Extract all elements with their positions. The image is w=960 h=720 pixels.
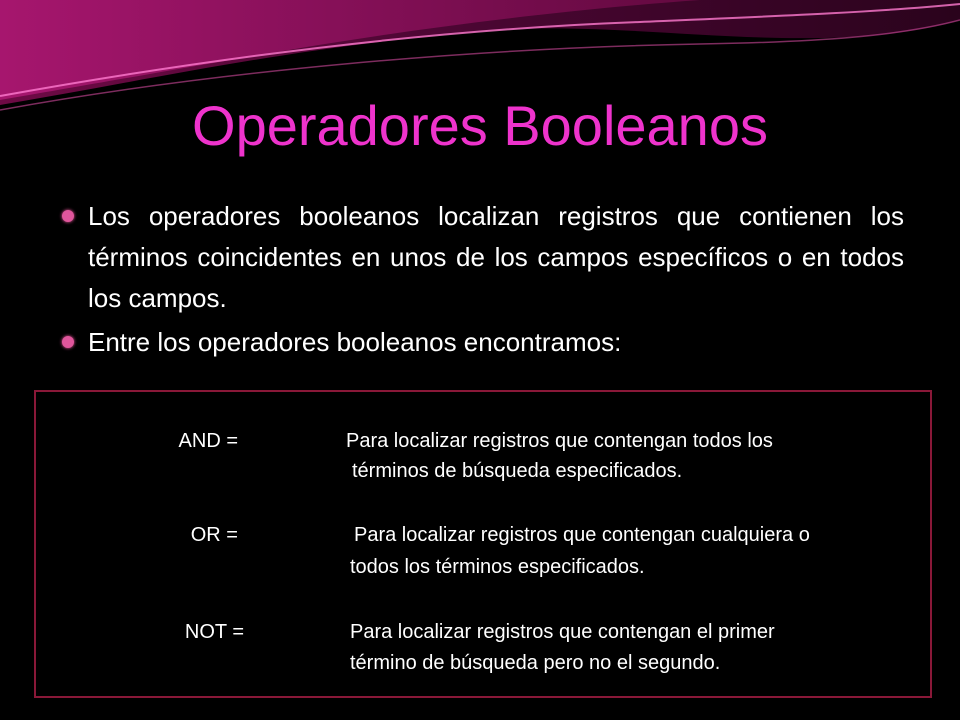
operators-box — [34, 390, 932, 698]
bullet-item — [60, 196, 904, 319]
operator-and-desc-line1: Para localizar registros que contengan todos los — [346, 430, 773, 452]
bullet-dot-icon — [62, 336, 74, 348]
slide-title: Operadores Booleanos — [192, 94, 768, 157]
operator-or-desc-line1: Para localizar registros que contengan cualquiera o — [354, 524, 810, 546]
operator-and-name: AND = — [178, 430, 238, 452]
bullet-item — [60, 322, 904, 363]
bullet-text: Entre los operadores booleanos encontramos: — [88, 327, 622, 357]
bullet-list — [60, 196, 904, 366]
operator-not-desc-line2: término de búsqueda pero no el segundo. — [350, 652, 721, 674]
operator-and-desc-line2: términos de búsqueda especificados. — [352, 460, 683, 482]
operator-not-name: NOT = — [184, 621, 244, 643]
bullet-dot-icon — [62, 210, 74, 222]
operator-or-name: OR = — [190, 524, 238, 546]
operator-not-desc-line1: Para localizar registros que contengan el primer — [350, 621, 775, 643]
bullet-text: Los operadores booleanos localizan registros que contienen los términos coincidentes en unos de los campos específicos o en todos los campos. — [88, 201, 904, 313]
operator-or-desc-line2: todos los términos especificados. — [350, 556, 645, 578]
